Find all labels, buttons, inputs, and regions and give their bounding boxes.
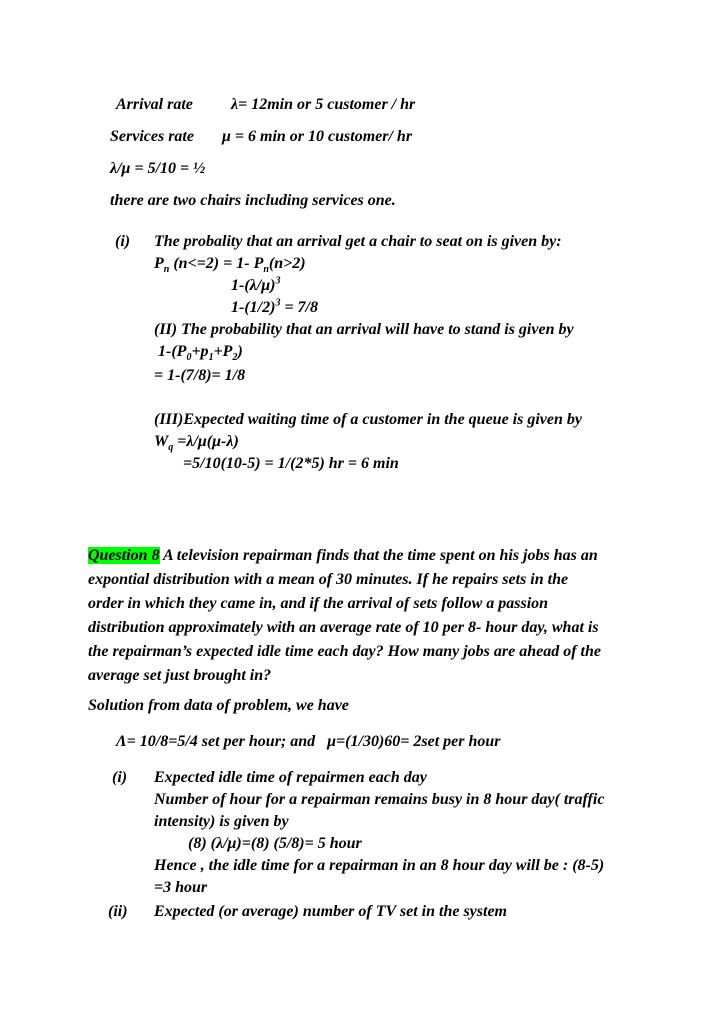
question-line-5: the repairman’s expected idle time each day? How many jobs are ahead of the [88,643,601,660]
solution-intro: Solution from data of problem, we have [88,697,349,714]
question-label: Question 8 [88,547,160,564]
question-line-2: expontial distribution with a mean of 30 minutes. If he repairs sets in the [88,571,569,588]
part-ii-result: = 1-(7/8)= 1/8 [154,367,246,384]
part-iii-calc: =5/10(10-5) = 1/(2*5) hr = 6 min [183,455,399,472]
part-i-step2: $1-(1/2)^3 = 7/8$ [231,297,318,316]
part-i-formula: $P_n$ (n<=2) = 1- $P_n(n>2)$ [154,255,306,276]
part-i-number: (i) [115,233,131,250]
sol-i-line-3: intensity) is given by [154,813,289,830]
part-ii-formula: $1-(P_0+p_1+P_2)$ [158,343,243,364]
sol-i-line-4: (8) (λ/μ)=(8) (5/8)= 5 hour [188,835,362,852]
sol-i-line-5: Hence , the idle time for a repairman in an 8 hour day will be : (8-5) [154,857,605,874]
part-iii-text: (III)Expected waiting time of a customer in the queue is given by [154,411,582,428]
sol-ii-number: (ii) [108,903,128,920]
part-i-text: The probality that an arrival get a chair to seat on is given by: [154,233,562,250]
question-line-1: Question 8 A television repairman finds that the time spent on his jobs has an [88,547,598,564]
sol-i-line-2: Number of hour for a repairman remains busy in 8 hour day( traffic [154,791,605,808]
solution-rates: Λ= 10/8=5/4 set per hour; and μ=(1/30)60= 2set per hour [116,733,501,750]
question-line-6: average set just brought in? [88,667,272,684]
service-rate-value: μ = 6 min or 10 customer/ hr [222,128,413,145]
question-line-3: order in which they came in, and if the arrival of sets follow a passion [88,595,549,612]
arrival-rate-label: Arrival rate [116,96,193,113]
chairs-line: there are two chairs including services one. [110,192,396,209]
ratio-line: λ/μ = 5/10 = ½ [110,160,206,177]
arrival-rate-value: λ= 12min or 5 customer / hr [231,96,416,113]
service-rate-label: Services rate [110,128,194,145]
question-line-4: distribution approximately with an average rate of 10 per 8- hour day, what is [88,619,599,636]
part-ii-text: (II) The probability that an arrival will have to stand is given by [154,321,574,338]
part-i-step1: $1-(\lambda/\mu)^3$ [231,275,281,294]
sol-i-line-6: =3 hour [154,879,208,896]
part-iii-formula: $W_q =\lambda/\mu(\mu-\lambda)$ [154,433,239,454]
sol-i-number: (i) [112,769,128,786]
sol-ii-title: Expected (or average) number of TV set in the system [154,903,507,920]
sol-i-title: Expected idle time of repairmen each day [154,769,427,786]
